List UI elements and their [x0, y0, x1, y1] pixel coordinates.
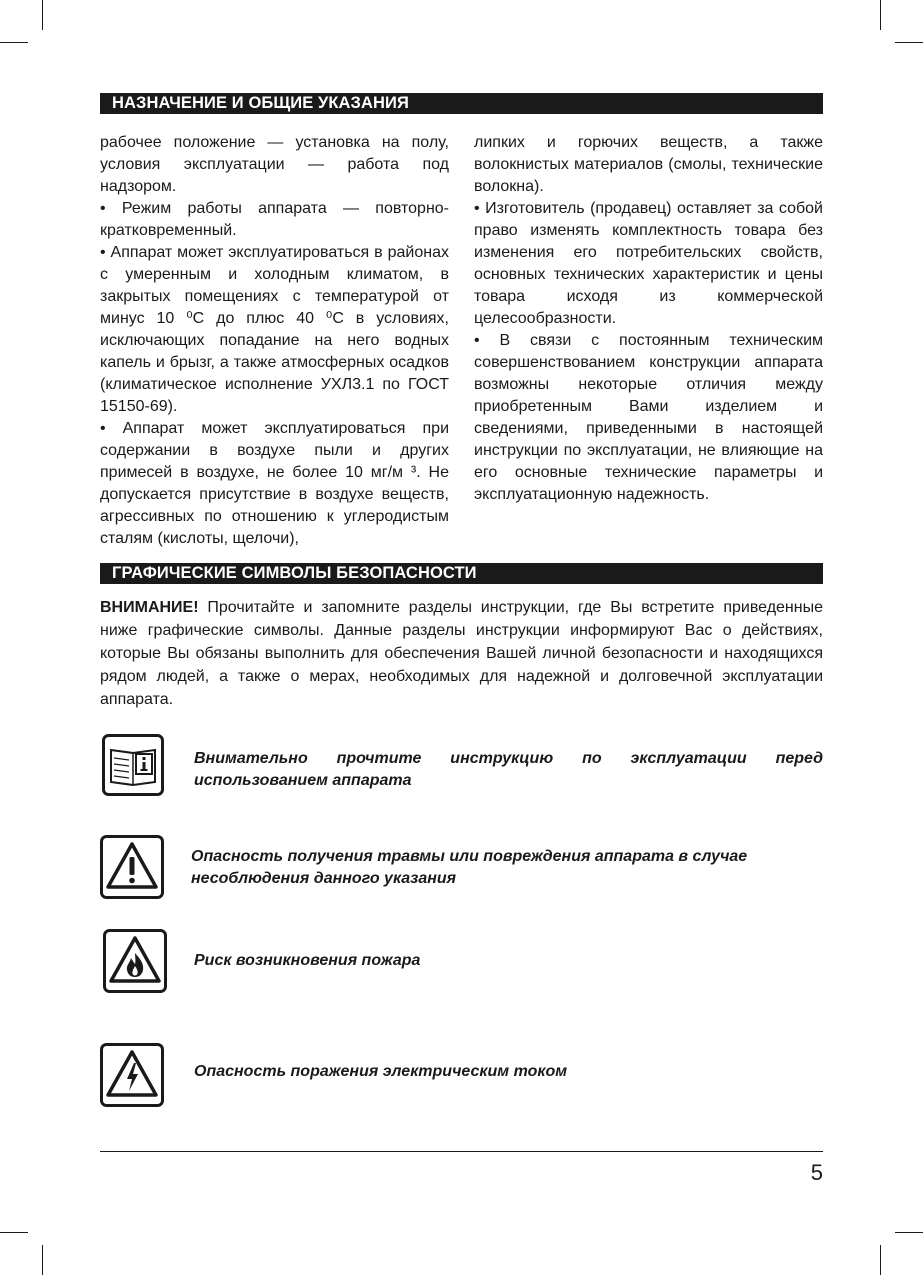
symbol-description: Опасность поражения электрическим током: [194, 1063, 568, 1080]
crop-mark: [0, 1232, 28, 1233]
footer-divider: [100, 1151, 823, 1152]
intro-text: Прочитайте и запомните разделы инструкции, где Вы встретите приведенные ниже графические символы. Данные разделы инструкции информируют Вас о действиях, которые Вы обязаны выполнить для обеспечения Вашей личной безопасности и находящихся рядом людей, а также о мерах, необходимых для надежной и долговечной эксплуатации аппарата.: [100, 599, 823, 708]
paragraph: • Аппарат может эксплуатироваться в районах с умеренным и холодным климатом, в закрытых помещениях с температурой от минус 10 ⁰С до плюс 40 ⁰С в условиях, исключающих попадание на него водных капель и брызг, а также атмосферных осадков (климатическое исполнение УХЛ3.1 по ГОСТ 15150-69).: [100, 244, 449, 415]
symbol-description: Внимательно прочтите инструкцию по эксплуатации перед использованием аппарата: [194, 750, 823, 789]
crop-mark: [880, 1245, 881, 1275]
page-number: 5: [810, 1160, 823, 1185]
left-column: [100, 132, 449, 550]
crop-mark: [42, 1245, 43, 1275]
symbol-description: Риск возникновения пожара: [194, 952, 421, 969]
attention-label: ВНИМАНИЕ!: [100, 599, 199, 616]
paragraph: липких и горючих веществ, а также волокнистых материалов (смолы, технические волокна).: [474, 134, 823, 195]
symbol-description: Опасность получения травмы или повреждения аппарата в случае несоблюдения данного указания: [191, 848, 748, 887]
right-column: [474, 132, 823, 506]
paragraph: рабочее положение — установка на полу, условия эксплуатации — работа под надзором.: [100, 134, 449, 195]
safety-intro: [100, 596, 823, 711]
paragraph: • В связи с постоянным техническим совершенствованием конструкции аппарата возможны некоторые отличия между приобретенным Вами изделием и сведениями, приведенными в настоящей инструкции по эксплуатации, не влияющие на его основные технические параметры и эксплуатационную надежность.: [474, 332, 823, 503]
warning-exclamation-icon: [100, 835, 164, 899]
paragraph: • Аппарат может эксплуатироваться при содержании в воздухе пыли и других примесей в воздухе, не более 10 мг/м ³. Не допускается присутствие в воздухе веществ, агрессивных по отношению к углеродистым сталям (кислоты, щелочи),: [100, 420, 449, 547]
crop-mark: [895, 1232, 923, 1233]
paragraph: • Изготовитель (продавец) оставляет за собой право изменять комплектность товара без изменения его потребительских свойств, основных технических характеристик и цены товара исходя из коммерческой целесообразности.: [474, 200, 823, 327]
crop-mark: [0, 42, 28, 43]
crop-mark: [895, 42, 923, 43]
section-title-purpose: НАЗНАЧЕНИЕ И ОБЩИЕ УКАЗАНИЯ: [100, 93, 823, 114]
fire-hazard-icon: [103, 929, 167, 993]
book-info-icon: [102, 734, 164, 796]
electric-shock-icon: [100, 1043, 164, 1107]
crop-mark: [880, 0, 881, 30]
section-title-safety-symbols: ГРАФИЧЕСКИЕ СИМВОЛЫ БЕЗОПАСНОСТИ: [100, 563, 823, 584]
paragraph: • Режим работы аппарата — повторно-кратковременный.: [100, 200, 449, 239]
crop-mark: [42, 0, 43, 30]
